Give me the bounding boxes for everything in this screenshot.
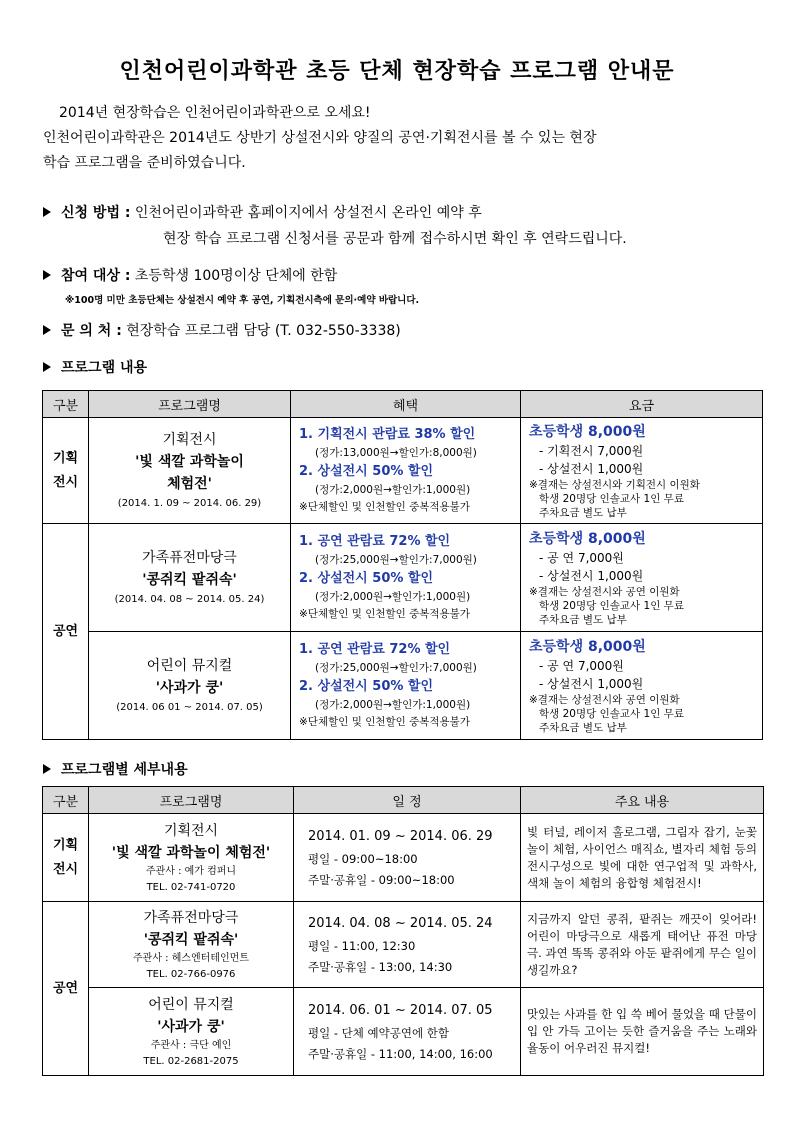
- program-tel: TEL. 02-741-0720: [146, 881, 236, 893]
- fee-note: ※결재는 상설전시와 공연 이원화: [529, 585, 680, 598]
- program-title: '콩쥐킥 팥쥐속': [143, 931, 239, 948]
- table-header-row: [43, 787, 764, 814]
- page-title: 인천어린이과학관 초등 단체 현장학습 프로그램 안내문: [119, 59, 675, 84]
- schedule-line: 주말·공휴일 - 11:00, 14:00, 16:00: [308, 1046, 493, 1061]
- benefit-note: ※단체할인 및 인천할인 중복적용불가: [299, 501, 470, 513]
- schedule-date: 2014. 01. 09 ~ 2014. 06. 29: [308, 828, 493, 844]
- schedule-line: 주말·공휴일 - 09:00~18:00: [308, 872, 455, 887]
- section1-heading-text: 프로그램 내용: [61, 360, 148, 376]
- program-cell: [89, 902, 294, 988]
- fee-note: ※결재는 상설전시와 공연 이원화: [529, 693, 680, 706]
- program-title: '사과가 쿵': [157, 1018, 225, 1035]
- fee-total: 초등학생 8,000원: [529, 423, 646, 440]
- program-title: '빛 색깔 과학놀이: [135, 453, 244, 470]
- benefit-detail: (정가:25,000원→할인가:7,000원): [315, 662, 477, 674]
- category-cell: 공연: [43, 524, 89, 740]
- contact-text: 현장학습 프로그램 담당 (T. 032-550-3338): [126, 323, 401, 339]
- schedule-date: 2014. 04. 08 ~ 2014. 05. 24: [308, 915, 493, 931]
- header-cell: 프로그램명: [89, 391, 291, 418]
- fee-total: 초등학생 8,000원: [529, 638, 646, 655]
- fee-line: - 상설전시 1,000원: [539, 461, 644, 476]
- benefit-cell: [291, 524, 521, 632]
- contact-label: 문 의 처 :: [61, 323, 122, 339]
- schedule-line: 평일 - 단체 예약공연에 한함: [308, 1025, 449, 1040]
- apply-label: 신청 방법 :: [61, 205, 131, 221]
- header-cell: 주요 내용: [521, 787, 764, 814]
- schedule-line: 평일 - 11:00, 12:30: [308, 938, 416, 953]
- category-cell: 공연: [43, 902, 89, 1076]
- benefit-detail: (정가:2,000원→할인가:1,000원): [315, 484, 471, 496]
- fee-cell: [521, 632, 763, 740]
- fee-line: - 기획전시 7,000원: [539, 443, 644, 458]
- fee-note: 학생 20명당 인솔교사 1인 무료: [539, 492, 684, 505]
- triangle-bullet-icon: [43, 207, 51, 217]
- program-cell: [89, 814, 294, 902]
- fee-note: 학생 20명당 인솔교사 1인 무료: [539, 599, 684, 612]
- fee-note: 학생 20명당 인솔교사 1인 무료: [539, 707, 684, 720]
- benefit-detail: (정가:13,000원→할인가:8,000원): [315, 447, 477, 459]
- program-name: 가족퓨전마당극: [143, 909, 239, 926]
- fee-line: - 상설전시 1,000원: [539, 676, 644, 691]
- intro-line: 학습 프로그램을 준비하였습니다.: [43, 155, 246, 171]
- table-row: [43, 814, 764, 902]
- section1-heading: [43, 357, 147, 377]
- content-cell: 맛있는 사과를 한 입 쓱 베어 물었을 때 단물이 입 안 가득 고이는 듯한 즐거움을 주는 노래와 율동이 어우러진 뮤지컬!: [521, 988, 764, 1076]
- program-cell: [89, 418, 291, 524]
- schedule-line: 주말·공휴일 - 13:00, 14:30: [308, 959, 453, 974]
- schedule-date: 2014. 06. 01 ~ 2014. 07. 05: [308, 1002, 493, 1018]
- program-tel: TEL. 02-766-0976: [146, 968, 236, 980]
- schedule-cell: [294, 988, 521, 1076]
- header-cell: 구분: [43, 787, 89, 814]
- program-tel: TEL. 02-2681-2075: [143, 1055, 239, 1067]
- benefit-item: 1. 기획전시 관람료 38% 할인: [299, 427, 476, 442]
- program-name: 어린이 뮤지컬: [148, 996, 234, 1013]
- target: [43, 265, 337, 285]
- program-title: '빛 색깔 과학놀이 체험전': [111, 844, 271, 861]
- schedule-cell: [294, 902, 521, 988]
- header-cell: 혜택: [291, 391, 521, 418]
- section2-heading-text: 프로그램별 세부내용: [61, 762, 188, 778]
- header-cell: 프로그램명: [89, 787, 294, 814]
- header-cell: 요금: [521, 391, 763, 418]
- table-header-row: [43, 391, 763, 418]
- program-name: 가족퓨전마당극: [142, 549, 237, 566]
- fee-note: 주차요금 별도 납부: [539, 613, 627, 626]
- program-title: '사과가 쿵': [155, 679, 224, 696]
- benefit-detail: (정가:2,000원→할인가:1,000원): [315, 699, 471, 711]
- benefit-item: 2. 상설전시 50% 할인: [299, 571, 434, 586]
- intro-line: 인천어린이과학관은 2014년도 상반기 상설전시와 양질의 공연·기획전시를 볼 수 있는 현장: [43, 130, 597, 146]
- fee-line: - 상설전시 1,000원: [539, 568, 644, 583]
- schedule-line: 평일 - 09:00~18:00: [308, 851, 418, 866]
- fee-line: - 공 연 7,000원: [539, 550, 624, 565]
- fee-note: 주차요금 별도 납부: [539, 721, 627, 734]
- benefit-detail: (정가:25,000원→할인가:7,000원): [315, 554, 477, 566]
- triangle-bullet-icon: [43, 362, 51, 372]
- category-cell: 기획 전시: [43, 418, 89, 524]
- section2-heading: [43, 759, 188, 779]
- program-host: 주관사 : 헤스엔터테인먼트: [133, 952, 249, 964]
- program-title: '콩쥐킥 팥쥐속': [142, 571, 237, 588]
- benefit-item: 2. 상설전시 50% 할인: [299, 464, 434, 479]
- program-cell: [89, 632, 291, 740]
- program-title: 체험전': [167, 475, 212, 492]
- fee-note: ※결재는 상설전시와 기획전시 이원화: [529, 478, 700, 491]
- header-cell: 일 정: [294, 787, 521, 814]
- target-text: 초등학생 100명이상 단체에 한함: [134, 268, 338, 284]
- benefit-item: 1. 공연 관람료 72% 할인: [299, 534, 451, 549]
- intro-paragraph: [43, 101, 763, 176]
- fee-cell: [521, 524, 763, 632]
- category-cell: 기획 전시: [43, 814, 89, 902]
- intro-line: 2014년 현장학습은 인천어린이과학관으로 오세요!: [59, 105, 371, 121]
- triangle-bullet-icon: [43, 764, 51, 774]
- benefit-cell: [291, 632, 521, 740]
- target-note: ※100명 미만 초등단체는 상설전시 예약 후 공연, 기획전시측에 문의·예약 바랍니다.: [65, 295, 420, 306]
- program-table: [42, 390, 763, 740]
- benefit-note: ※단체할인 및 인천할인 중복적용불가: [299, 716, 470, 728]
- apply-text-line2: 현장 학습 프로그램 신청서를 공문과 함께 접수하시면 확인 후 연락드립니다.: [163, 231, 627, 247]
- contact: [43, 320, 401, 340]
- header-cell: 구분: [43, 391, 89, 418]
- triangle-bullet-icon: [43, 325, 51, 335]
- program-name: 기획전시: [162, 431, 217, 448]
- fee-line: - 공 연 7,000원: [539, 658, 624, 673]
- table-row: [43, 632, 763, 740]
- table-row: [43, 988, 764, 1076]
- triangle-bullet-icon: [43, 270, 51, 280]
- program-name: 어린이 뮤지컬: [146, 657, 233, 674]
- fee-total: 초등학생 8,000원: [529, 530, 646, 547]
- table-row: [43, 902, 764, 988]
- program-cell: [89, 524, 291, 632]
- program-date: (2014. 06 01 ~ 2014. 07. 05): [116, 701, 263, 713]
- benefit-detail: (정가:2,000원→할인가:1,000원): [315, 591, 471, 603]
- fee-note: 주차요금 별도 납부: [539, 506, 627, 519]
- table-row: [43, 418, 763, 524]
- content-cell: 빛 터널, 레이저 홀로그램, 그림자 잡기, 눈꽃놀이 체험, 사이언스 매직쇼, 별자리 체험 등의 전시구성으로 빛에 대한 연구업적 및 과학사, 색채 놀이 체험의 융합형 체험전시!: [521, 814, 764, 902]
- benefit-item: 1. 공연 관람료 72% 할인: [299, 642, 451, 657]
- content-cell: 지금까지 알던 콩쥐, 팥쥐는 깨끗이 잊어라! 어린이 마당극으로 새롭게 태어난 퓨전 마당극. 과연 똑똑 콩쥐와 아둔 팥쥐에게 무슨 일이 생길까요?: [521, 902, 764, 988]
- benefit-item: 2. 상설전시 50% 할인: [299, 679, 434, 694]
- table-row: [43, 524, 763, 632]
- fee-cell: [521, 418, 763, 524]
- apply-text: 인천어린이과학관 홈페이지에서 상설전시 온라인 예약 후: [134, 205, 482, 221]
- program-date: (2014. 1. 09 ~ 2014. 06. 29): [117, 497, 262, 509]
- target-label: 참여 대상 :: [61, 268, 131, 284]
- benefit-note: ※단체할인 및 인천할인 중복적용불가: [299, 608, 470, 620]
- detail-table: [42, 786, 764, 1076]
- benefit-cell: [291, 418, 521, 524]
- schedule-cell: [294, 814, 521, 902]
- program-date: (2014. 04. 08 ~ 2014. 05. 24): [114, 593, 265, 605]
- program-cell: [89, 988, 294, 1076]
- program-host: 주관사 : 예가 컴퍼니: [145, 865, 237, 877]
- apply-method: [43, 202, 482, 222]
- program-host: 주관사 : 극단 예인: [150, 1039, 232, 1051]
- program-name: 기획전시: [163, 822, 219, 839]
